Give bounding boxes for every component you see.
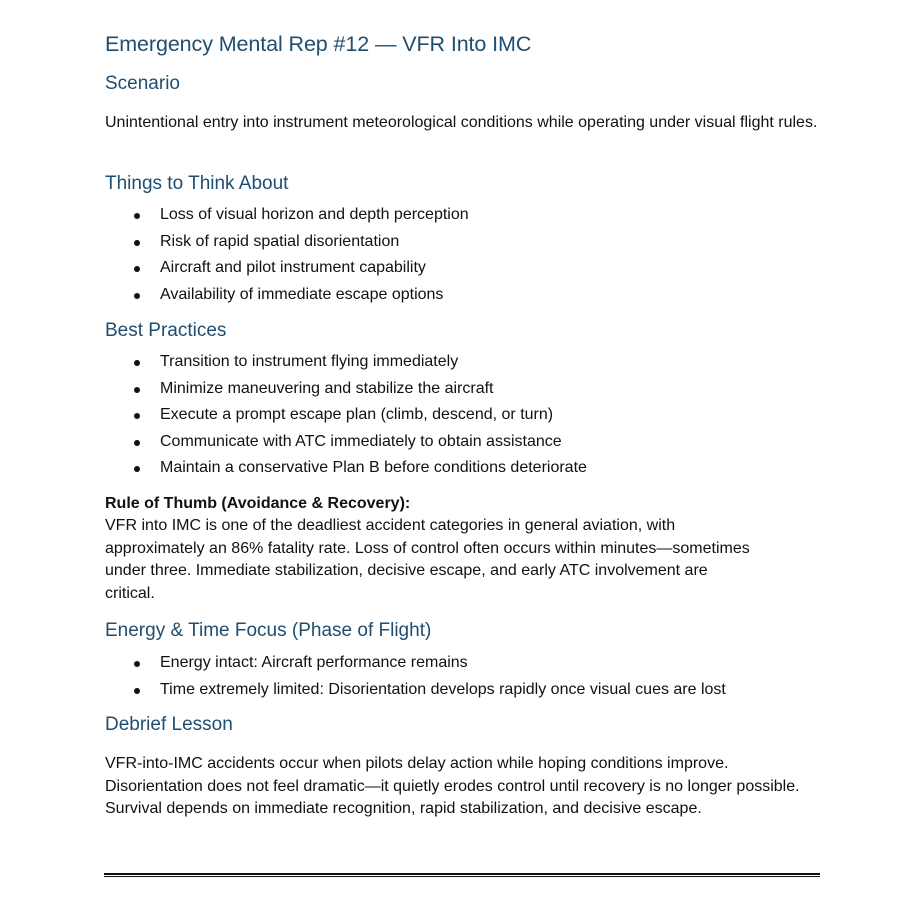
rule-of-thumb-label: Rule of Thumb (Avoidance & Recovery): xyxy=(105,495,411,512)
list-item: Transition to instrument flying immediately xyxy=(105,349,587,376)
debrief-lesson-text: VFR-into-IMC accidents occur when pilots delay action while hoping conditions improve. Disorientation does not feel dramatic—it quietly erodes control until recovery is no longer possible. Survival depends on immediate recognition, rapid stabilization, and decisive escape. xyxy=(105,755,800,817)
list-item: Risk of rapid spatial disorientation xyxy=(105,229,469,256)
bullet-icon xyxy=(134,213,140,219)
bullet-icon xyxy=(134,387,140,393)
things-to-think-about-list xyxy=(105,202,469,308)
footer-divider xyxy=(104,873,820,877)
bullet-icon xyxy=(134,688,140,694)
best-practices-list xyxy=(105,349,587,482)
bullet-icon xyxy=(134,440,140,446)
list-item: Loss of visual horizon and depth perception xyxy=(105,202,469,229)
energy-time-focus-list xyxy=(105,650,726,703)
bullet-icon xyxy=(134,240,140,246)
debrief-lesson-heading: Debrief Lesson xyxy=(105,714,233,735)
document-title: Emergency Mental Rep #12 — VFR Into IMC xyxy=(105,32,532,56)
bullet-icon xyxy=(134,360,140,366)
things-to-think-about-heading: Things to Think About xyxy=(105,173,289,194)
list-item: Minimize maneuvering and stabilize the aircraft xyxy=(105,376,587,403)
list-item: Communicate with ATC immediately to obtain assistance xyxy=(105,429,587,456)
list-item: Availability of immediate escape options xyxy=(105,282,469,309)
energy-time-focus-heading: Energy & Time Focus (Phase of Flight) xyxy=(105,620,432,641)
bullet-icon xyxy=(134,293,140,299)
list-item: Energy intact: Aircraft performance remains xyxy=(105,650,726,677)
bullet-icon xyxy=(134,266,140,272)
list-item: Execute a prompt escape plan (climb, descend, or turn) xyxy=(105,402,587,429)
bullet-icon xyxy=(134,413,140,419)
best-practices-heading: Best Practices xyxy=(105,320,227,341)
list-item: Aircraft and pilot instrument capability xyxy=(105,255,469,282)
bullet-icon xyxy=(134,661,140,667)
scenario-text: Unintentional entry into instrument meteorological conditions while operating under visual flight rules. xyxy=(105,114,818,131)
list-item: Maintain a conservative Plan B before conditions deteriorate xyxy=(105,455,587,482)
bullet-icon xyxy=(134,466,140,472)
rule-of-thumb-text: VFR into IMC is one of the deadliest accident categories in general aviation, with approximately an 86% fatality rate. Loss of control often occurs within minutes—sometimes under three. Immediate stabilization, decisive escape, and early ATC involvement are critical. xyxy=(105,517,750,602)
list-item: Time extremely limited: Disorientation develops rapidly once visual cues are lost xyxy=(105,677,726,704)
scenario-heading: Scenario xyxy=(105,73,180,94)
